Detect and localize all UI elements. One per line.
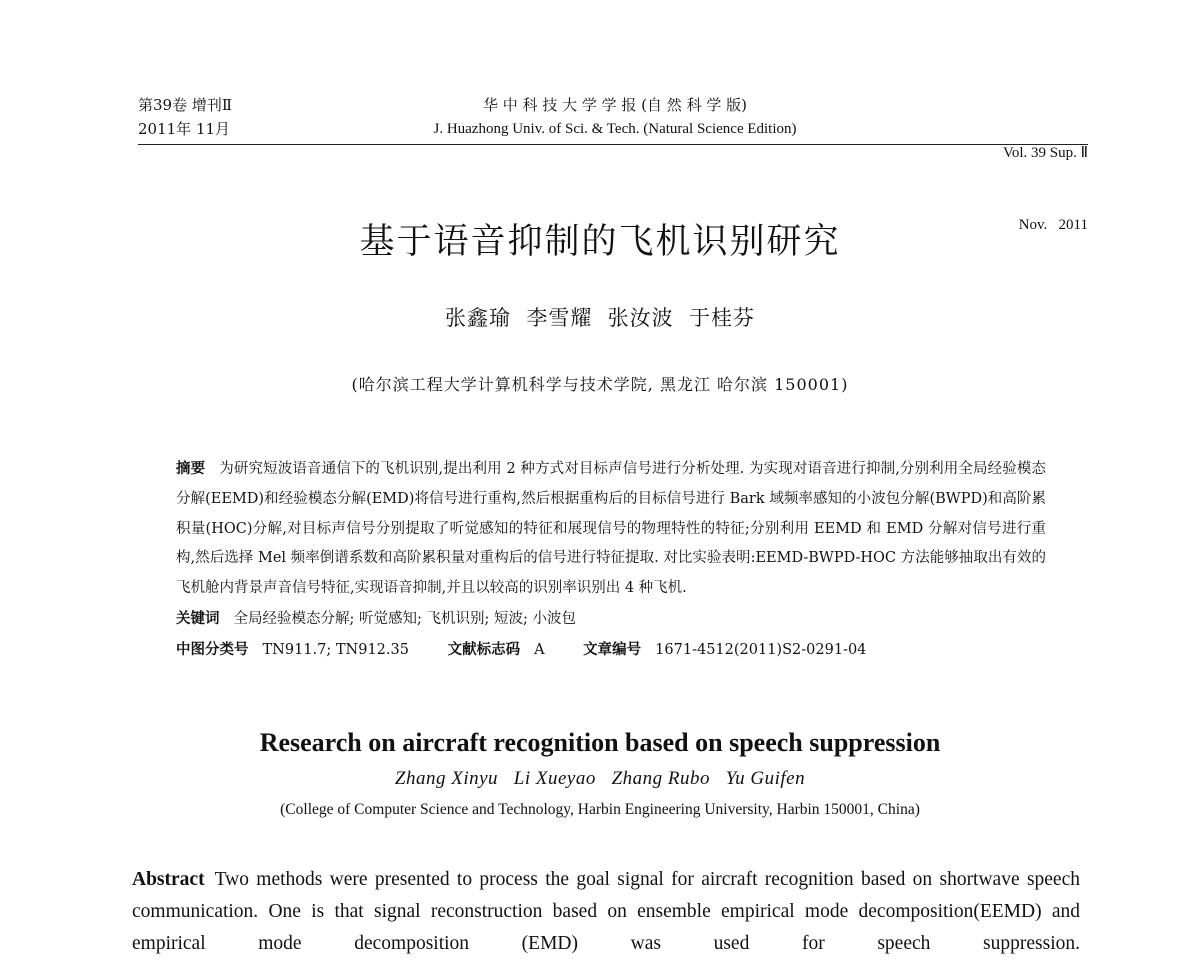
date-en: Nov. 2011 — [1018, 217, 1088, 233]
journal-volume-info — [138, 93, 232, 141]
keywords-cn — [176, 604, 1046, 635]
article-id-label: 文章编号 — [583, 640, 642, 658]
doc-code-value: A — [534, 641, 545, 658]
abstract-en-text: Two methods were presented to process the goal signal for aircraft recognition based on shortwave speech communication. One is that signal reconstruction based on ensemble empirical mode decomposition(EEMD) and empirical mode decomposition (EMD) was used for speech suppression. — [132, 869, 1080, 954]
abstract-cn-label: 摘要 — [176, 460, 206, 477]
abstract-en — [132, 864, 1080, 960]
journal-name-cn: 华 中 科 技 大 学 学 报 (自 然 科 学 版) — [483, 96, 747, 114]
abstract-cn-body — [176, 454, 1046, 604]
journal-name-en: J. Huazhong Univ. of Sci. & Tech. (Natural Science Edition) — [433, 121, 797, 137]
authors-cn: 张鑫瑜 李雪耀 张汝波 于桂芬 — [444, 306, 756, 330]
keywords-text: 全局经验模态分解; 听觉感知; 飞机识别; 短波; 小波包 — [233, 610, 576, 627]
abstract-cn — [176, 454, 1046, 666]
authors-en: Zhang Xinyu Li Xueyao Zhang Rubo Yu Guifen — [394, 768, 806, 789]
paper-title-en: Research on aircraft recognition based on speech suppression — [259, 728, 941, 757]
abstract-en-label: Abstract — [132, 869, 205, 890]
article-id-value: 1671-4512(2011)S2-0291-04 — [655, 641, 867, 658]
paper-title-cn: 基于语音抑制的飞机识别研究 — [359, 222, 841, 262]
classification-line — [176, 635, 1046, 666]
clc-label: 中图分类号 — [176, 640, 249, 658]
year-month: 2011年 11月 — [138, 120, 231, 138]
doc-code-label: 文献标志码 — [447, 640, 521, 658]
header-rule — [138, 144, 1088, 145]
keywords-label: 关键词 — [176, 609, 220, 627]
volume-en: Vol. 39 Sup. Ⅱ — [1002, 145, 1088, 161]
clc-value: TN911.7; TN912.35 — [262, 641, 409, 658]
journal-name — [300, 93, 930, 141]
volume-issue: 第39卷 增刊Ⅱ — [138, 96, 233, 114]
affiliation-en: (College of Computer Science and Technology, Harbin Engineering University, Harbin 150001, China) — [280, 801, 920, 818]
abstract-cn-text: 为研究短波语音通信下的飞机识别,提出利用 2 种方式对目标声信号进行分析处理. 为实现对语音进行抑制,分别利用全局经验模态分解(EEMD)和经验模态分解(EMD)将信号进行重构,然后根据重构后的目标信号进行 Bark 域频率感知的小波包分解(BWPD)和高阶累积量(HOC)分解,对目标声信号分别提取了听觉感知的特征和展现信号的物理特性的特征;分别利用 EEMD 和 EMD 分解对信号进行重构,然后选择 Mel 频率倒谱系数和高阶累积量对重构后的信号进行特征提取. 对比实验表明:EEMD-BWPD-HOC 方法能够抽取出有效的飞机舱内背景声音信号特征,实现语音抑制,并且以较高的识别率识别出 4 种飞机. — [176, 461, 1046, 597]
affiliation-cn: (哈尔滨工程大学计算机科学与技术学院, 黑龙江 哈尔滨 150001) — [351, 375, 849, 394]
